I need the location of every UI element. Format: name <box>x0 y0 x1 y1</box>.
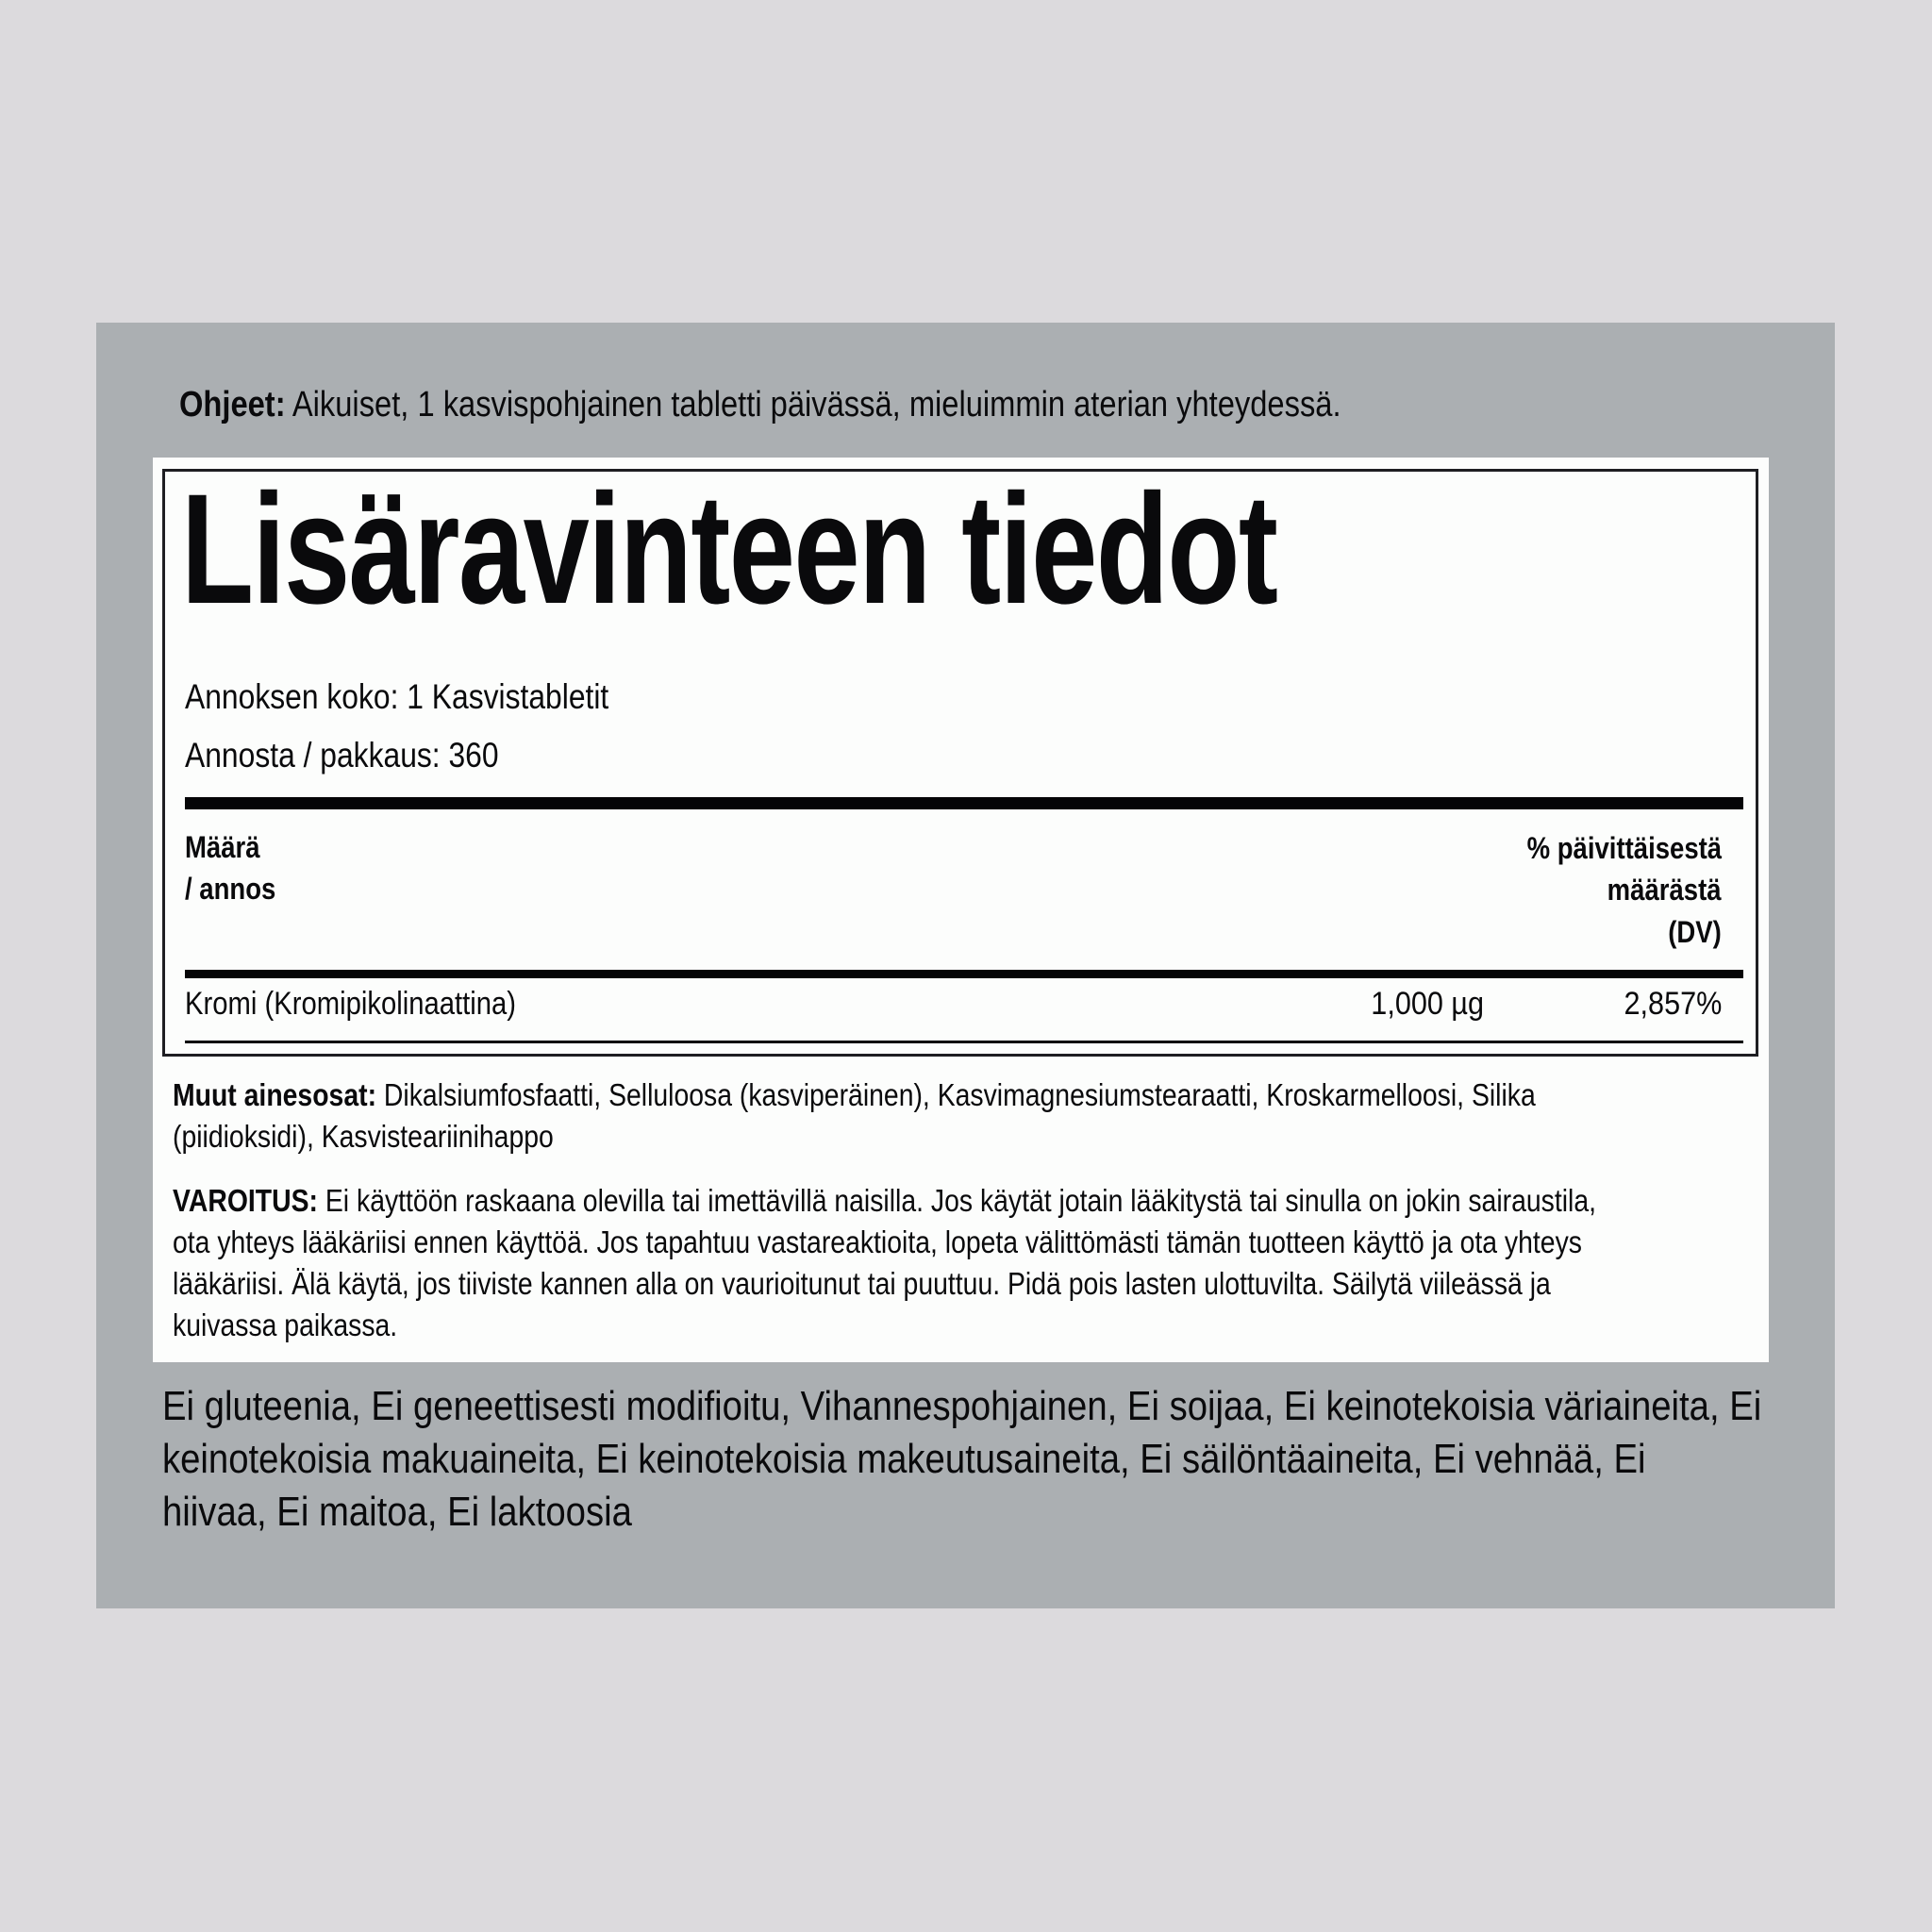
warning-text-3: lääkäriisi. Älä käytä, jos tiiviste kannen alla on vaurioitunut tai puuttuu. Pidä pois lasten ulottuvilta. Säilytä viileässä ja <box>173 1266 1551 1301</box>
nutrient-name <box>185 986 516 1023</box>
warning-text-4: kuivassa paikassa. <box>173 1307 398 1342</box>
servings-per-container <box>185 736 499 775</box>
warning-label: VAROITUS: <box>173 1183 318 1218</box>
dv-header-text-2: määrästä <box>1607 873 1722 907</box>
serving-size <box>185 677 608 717</box>
header-divider <box>185 970 1743 978</box>
serving-size-text: Annoksen koko: 1 Kasvistabletit <box>185 677 609 716</box>
directions-label: Ohjeet: <box>179 385 286 425</box>
warning-line-1 <box>173 1183 1596 1219</box>
amount-header-line-2 <box>185 872 275 907</box>
nutrient-amount-text: 1,000 µg <box>1371 986 1484 1022</box>
free-from-text-3: hiivaa, Ei maitoa, Ei laktoosia <box>162 1489 632 1535</box>
free-from-text: Ei gluteenia, Ei geneettisesti modifioitu, Vihannespohjainen, Ei soijaa, Ei keinotekoisia väriaineita, Ei <box>162 1383 1762 1429</box>
amount-header-line-1 <box>185 830 260 865</box>
servings-per-container-text: Annosta / pakkaus: 360 <box>185 736 499 774</box>
thick-divider <box>185 797 1743 809</box>
warning-line-2 <box>173 1224 1582 1260</box>
other-ingredients-text-2: (piidioksidi), Kasvisteariinihappo <box>173 1119 554 1154</box>
other-ingredients-label: Muut ainesosat: <box>173 1077 377 1112</box>
facts-title-text: Lisäravinteen tiedot <box>181 462 1277 637</box>
dv-header-text-3: (DV) <box>1668 915 1722 949</box>
dv-header-text: % päivittäisestä <box>1526 831 1722 865</box>
free-from-line-3 <box>162 1489 632 1536</box>
warning-text-2: ota yhteys lääkäriisi ennen käyttöä. Jos tapahtuu vastareaktioita, lopeta välittömästi tämän tuotteen käyttö ja ota yhteys <box>173 1224 1582 1259</box>
warning-line-3 <box>173 1266 1551 1302</box>
dv-header-line-3 <box>1668 915 1722 950</box>
nutrient-dv <box>1624 986 1722 1023</box>
directions-text: Aikuiset, 1 kasvispohjainen tabletti päivässä, mieluimmin aterian yhteydessä. <box>285 385 1341 425</box>
other-ingredients-line-2 <box>173 1119 554 1155</box>
free-from-line-1 <box>162 1383 1761 1430</box>
warning-line-4 <box>173 1307 397 1343</box>
free-from-line-2 <box>162 1436 1646 1483</box>
per-serving-header-text: / annos <box>185 872 276 906</box>
nutrient-amount <box>1371 986 1484 1023</box>
row-divider <box>185 1041 1743 1043</box>
amount-header-text: Määrä <box>185 830 260 864</box>
warning-text: Ei käyttöön raskaana olevilla tai imettävillä naisilla. Jos käytät jotain lääkitystä tai sinulla on jokin sairaustila, <box>317 1183 1597 1218</box>
dv-header-line-1 <box>1527 831 1722 866</box>
directions-line <box>179 385 1341 425</box>
free-from-text-2: keinotekoisia makuaineita, Ei keinotekoisia makeutusaineita, Ei säilöntäaineita, Ei vehnää, Ei <box>162 1436 1646 1482</box>
dv-header-line-2 <box>1607 873 1722 908</box>
other-ingredients-text: Dikalsiumfosfaatti, Selluloosa (kasviperäinen), Kasvimagnesiumstearaatti, Kroskarmelloosi, Silika <box>376 1077 1536 1112</box>
nutrient-name-text: Kromi (Kromipikolinaattina) <box>185 986 517 1022</box>
other-ingredients-line-1 <box>173 1077 1536 1113</box>
nutrient-dv-text: 2,857% <box>1624 986 1722 1022</box>
facts-title <box>181 462 1277 637</box>
